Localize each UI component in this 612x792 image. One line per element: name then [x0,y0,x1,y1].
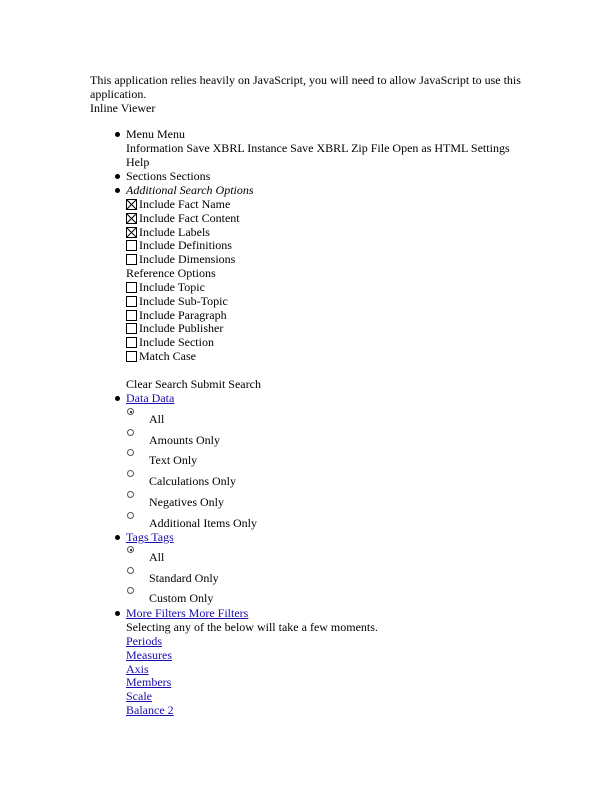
radio-negatives-only[interactable] [127,491,134,498]
checkbox-include-fact-name[interactable] [126,199,137,210]
data-filter-toggle[interactable]: Data Data [126,391,175,405]
menu-item-help[interactable]: Help [126,155,150,169]
x-check-icon [127,200,136,209]
more-filters-toggle[interactable]: More Filters More Filters [126,606,249,620]
radio-amounts-only[interactable] [127,429,134,436]
sections-toggle[interactable]: Sections Sections [126,169,211,183]
filter-link-balance-2[interactable]: Balance 2 [126,703,174,717]
radio-calculations-only[interactable] [127,470,134,477]
bullet-icon [115,535,120,540]
radio-all[interactable] [127,408,134,415]
checkbox-label: Include Labels [139,224,210,239]
search-buttons[interactable]: Clear Search Submit Search [126,377,261,391]
radio-label: All [149,412,165,426]
checkbox-include-labels[interactable] [126,227,137,238]
bullet-icon [115,611,120,616]
checkbox-label: Include Definitions [139,238,232,253]
radio-label: Calculations Only [149,474,236,489]
checkbox-label: Include Section [139,335,214,350]
checkbox-include-publisher[interactable] [126,323,137,334]
bullet-icon [115,132,120,137]
radio-text-only[interactable] [127,449,134,456]
radio-standard-only[interactable] [127,567,134,574]
checkbox-label: Include Publisher [139,321,224,336]
checkbox-include-definitions[interactable] [126,240,137,251]
checkbox-match-case[interactable] [126,351,137,362]
viewer-title: Inline Viewer [90,101,156,115]
radio-label: Standard Only [149,570,219,585]
checkbox-include-fact-content[interactable] [126,213,137,224]
radio-label: All [149,550,165,564]
checkbox-label: Include Topic [139,280,205,294]
checkbox-label: Include Fact Name [139,197,231,211]
checkbox-include-dimensions[interactable] [126,254,137,265]
checkbox-include-sub-topic[interactable] [126,296,137,307]
checkbox-include-section[interactable] [126,337,137,348]
tags-filter-toggle[interactable]: Tags Tags [126,530,174,544]
js-notice-line-2: application. [90,87,147,101]
radio-label: Custom Only [149,591,214,606]
filter-link-scale[interactable]: Scale [126,689,152,704]
reference-options-title: Reference Options [126,266,216,280]
radio-custom-only[interactable] [127,587,134,594]
bullet-icon [115,396,120,401]
filter-link-members[interactable]: Members [126,675,172,690]
radio-label: Negatives Only [149,494,224,509]
radio-label: Amounts Only [149,432,221,447]
more-filters-note: Selecting any of the below will take a few moments. [126,620,378,634]
x-check-icon [127,214,136,223]
menu-items[interactable]: Information Save XBRL Instance Save XBRL Zip File Open as HTML Settings [126,141,510,155]
js-notice-line-1: This application relies heavily on JavaScript, you will need to allow JavaScript to use this [90,73,521,87]
search-options-title: Additional Search Options [126,183,254,197]
checkbox-include-topic[interactable] [126,282,137,293]
bullet-icon [115,174,120,179]
checkbox-label: Include Dimensions [139,252,236,267]
filter-link-axis[interactable]: Axis [126,661,149,676]
filter-link-measures[interactable]: Measures [126,647,172,662]
checkbox-label: Include Sub-Topic [139,293,228,308]
radio-label: Text Only [149,453,198,468]
x-check-icon [127,228,136,237]
menu-toggle[interactable]: Menu Menu [126,127,185,141]
bullet-icon [115,188,120,193]
checkbox-label: Include Fact Content [139,210,240,225]
radio-all[interactable] [127,546,134,553]
checkbox-label: Match Case [139,349,196,363]
checkbox-label: Include Paragraph [139,307,227,322]
radio-label: Additional Items Only [149,515,257,530]
checkbox-include-paragraph[interactable] [126,310,137,321]
radio-additional-items-only[interactable] [127,512,134,519]
filter-link-periods[interactable]: Periods [126,634,162,648]
